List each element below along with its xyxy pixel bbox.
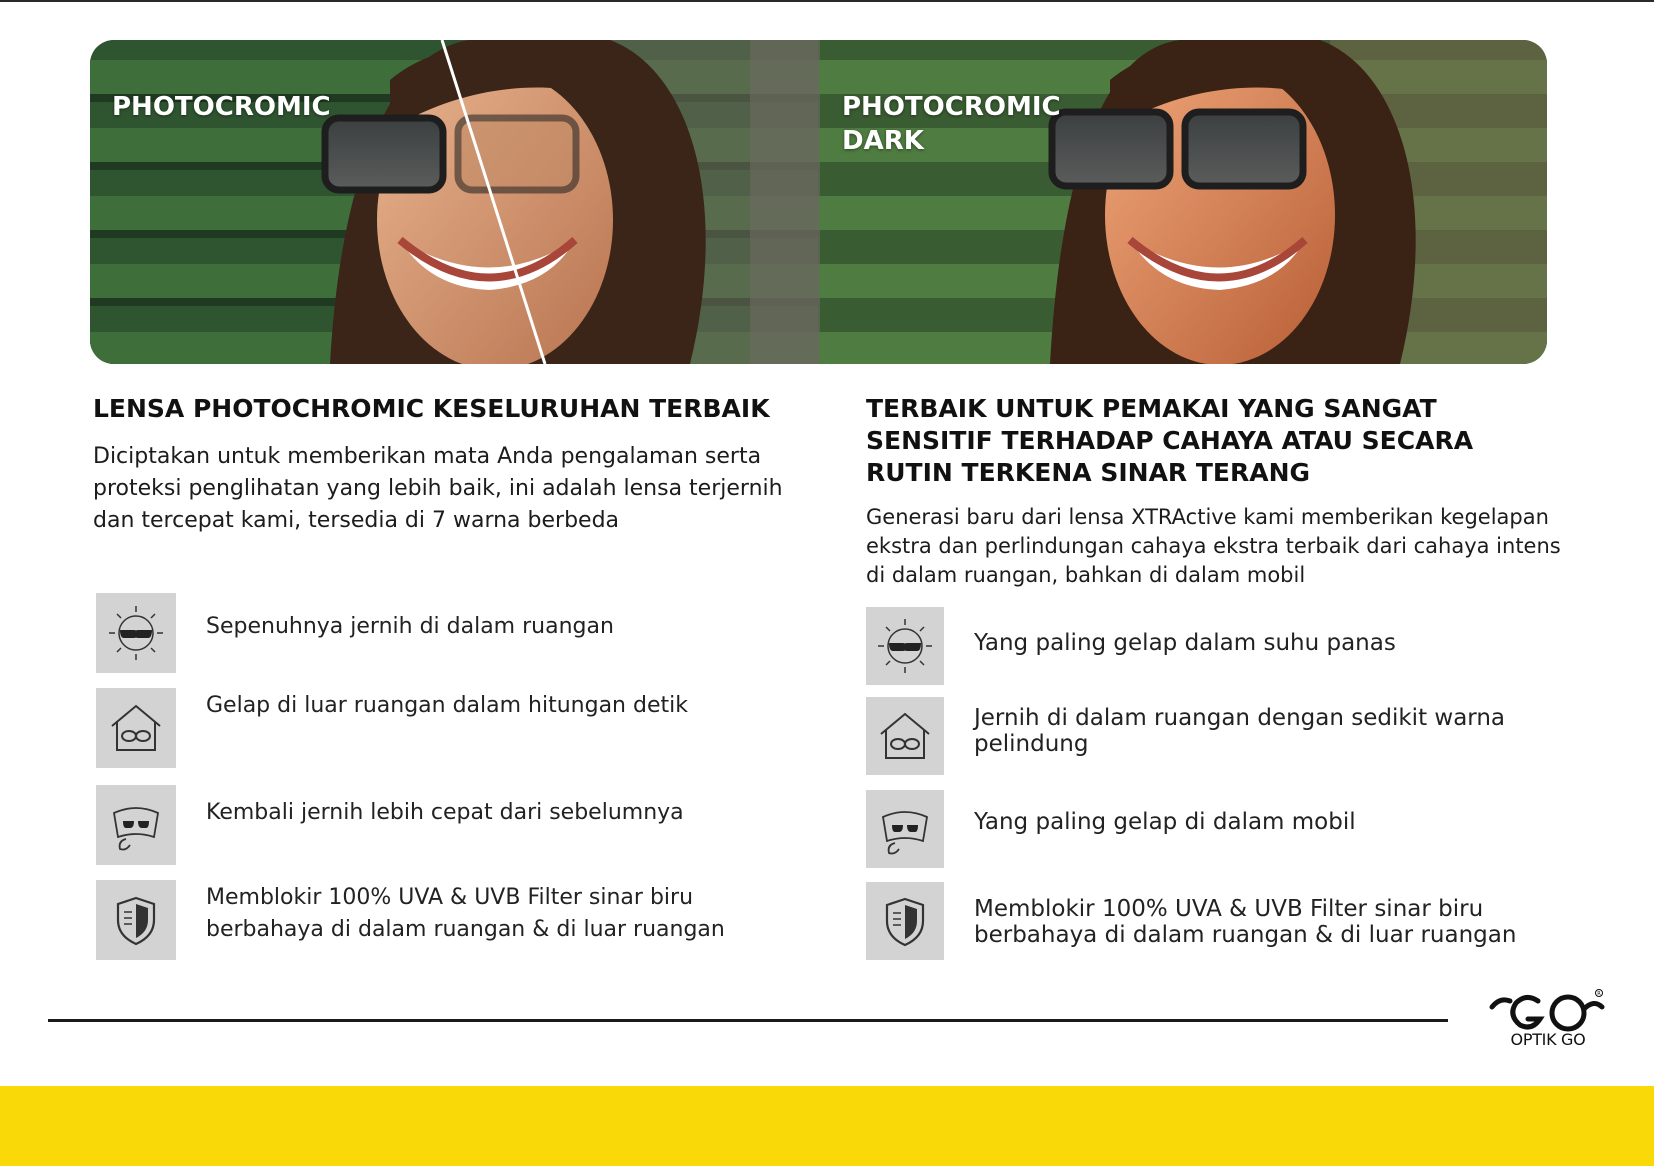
left-feature-4 bbox=[96, 880, 786, 960]
right-feature-1-text: Yang paling gelap dalam suhu panas bbox=[974, 630, 1396, 656]
hero-banner bbox=[90, 40, 1547, 364]
house-glasses-icon bbox=[866, 697, 944, 775]
left-feature-2-text: Gelap di luar ruangan dalam hitungan detik bbox=[206, 693, 688, 718]
right-feature-4 bbox=[866, 882, 1574, 960]
house-glasses-icon bbox=[96, 688, 176, 768]
left-description: Diciptakan untuk memberikan mata Anda pengalaman serta proteksi penglihatan yang lebih baik, ini adalah lensa terjernih dan tercepat kami, tersedia di 7 warna berbeda bbox=[93, 444, 783, 533]
car-windshield-glasses-icon bbox=[866, 790, 944, 868]
left-feature-3-text: Kembali jernih lebih cepat dari sebelumnya bbox=[206, 800, 684, 825]
left-feature-1 bbox=[96, 593, 614, 673]
hero-photo bbox=[90, 40, 1547, 364]
left-column bbox=[93, 393, 793, 537]
hero-label-photocromic-dark: PHOTOCROMIC DARK bbox=[842, 92, 1061, 156]
right-feature-3 bbox=[866, 790, 1356, 868]
left-heading: LENSA PHOTOCHROMIC KESELURUHAN TERBAIK bbox=[93, 394, 770, 423]
right-feature-4-text: Memblokir 100% UVA & UVB Filter sinar biru berbahaya di dalam ruangan & di luar ruangan bbox=[974, 896, 1517, 948]
right-feature-2-text: Jernih di dalam ruangan dengan sedikit warna pelindung bbox=[974, 705, 1506, 757]
top-rule bbox=[0, 0, 1654, 2]
right-description: Generasi baru dari lensa XTRActive kami memberikan kegelapan ekstra dan perlindungan cahaya ekstra terbaik dari cahaya intens di dalam ruangan, bahkan di dalam mobil bbox=[866, 505, 1561, 587]
shield-icon bbox=[866, 882, 944, 960]
right-heading: TERBAIK UNTUK PEMAKAI YANG SANGAT SENSITIF TERHADAP CAHAYA ATAU SECARA RUTIN TERKENA SINAR TERANG bbox=[866, 394, 1474, 487]
left-feature-2 bbox=[96, 688, 688, 768]
left-feature-4-text: Memblokir 100% UVA & UVB Filter sinar biru berbahaya di dalam ruangan & di luar ruangan bbox=[206, 885, 725, 942]
right-feature-2 bbox=[866, 697, 1574, 775]
sun-sunglasses-icon bbox=[866, 607, 944, 685]
svg-text:R: R bbox=[1597, 991, 1601, 997]
right-feature-1 bbox=[866, 607, 1396, 685]
shield-icon bbox=[96, 880, 176, 960]
left-feature-3 bbox=[96, 785, 684, 865]
left-feature-1-text: Sepenuhnya jernih di dalam ruangan bbox=[206, 614, 614, 639]
footer-yellow-band bbox=[0, 1086, 1654, 1166]
right-column bbox=[866, 393, 1566, 590]
sun-sunglasses-icon bbox=[96, 593, 176, 673]
right-feature-3-text: Yang paling gelap di dalam mobil bbox=[974, 809, 1356, 835]
footer-rule bbox=[48, 1019, 1448, 1022]
hero-label-photocromic: PHOTOCROMIC bbox=[112, 92, 331, 122]
optik-go-logo-text: OPTIK GO bbox=[1510, 1030, 1586, 1049]
car-windshield-glasses-icon bbox=[96, 785, 176, 865]
